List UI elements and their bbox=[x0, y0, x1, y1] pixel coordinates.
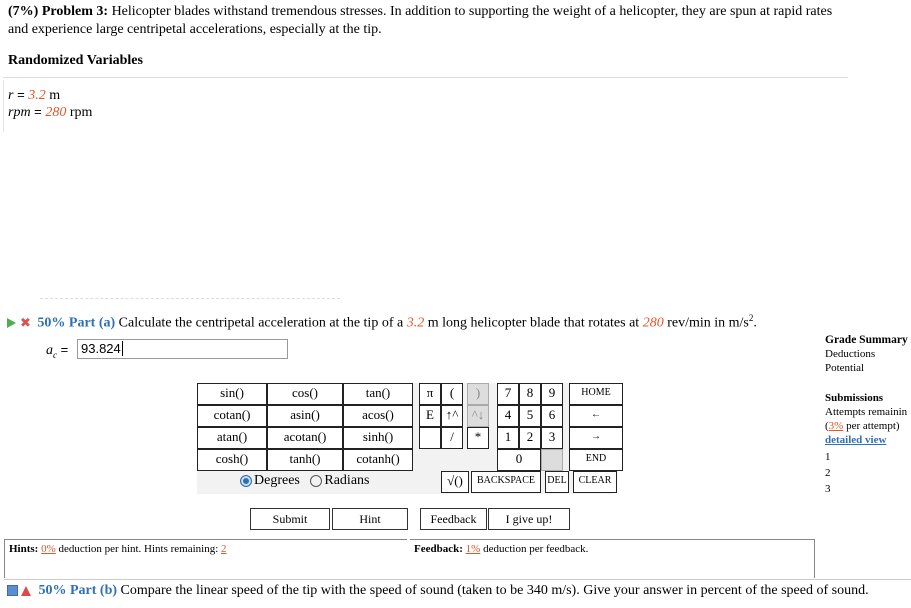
acotan-key[interactable]: acotan() bbox=[267, 427, 343, 449]
part-b-text: Compare the linear speed of the tip with the speed of sound (taken to be 340 m/s). Give your answer in percent of the speed of sound. bbox=[120, 583, 869, 598]
grade-summary bbox=[825, 333, 911, 496]
feedback-label: Feedback: bbox=[414, 543, 463, 555]
cotanh-key[interactable]: cotanh() bbox=[343, 449, 413, 471]
six-key[interactable]: 6 bbox=[541, 405, 563, 427]
randomized-variables-title: Randomized Variables bbox=[8, 53, 143, 68]
submission-row: 3 bbox=[825, 483, 831, 495]
sinh-key[interactable]: sinh() bbox=[343, 427, 413, 449]
give-up-button[interactable]: I give up! bbox=[488, 508, 570, 530]
open-paren-key[interactable]: ( bbox=[441, 383, 463, 405]
hints-label: Hints: bbox=[9, 543, 39, 555]
one-key[interactable]: 1 bbox=[497, 427, 519, 449]
nine-key[interactable]: 9 bbox=[541, 383, 563, 405]
e-key[interactable]: E bbox=[419, 405, 441, 427]
asin-key[interactable]: asin() bbox=[267, 405, 343, 427]
var-unit: m bbox=[49, 88, 61, 103]
part-a-text-mid: m long helicopter blade that rotates at bbox=[427, 315, 640, 331]
part-a-label: 50% Part (a) bbox=[37, 315, 116, 331]
submission-row: 2 bbox=[825, 467, 831, 479]
tanh-key[interactable]: tanh() bbox=[267, 449, 343, 471]
problem-statement bbox=[8, 3, 848, 39]
sqrt-key[interactable]: √() bbox=[441, 471, 469, 493]
eight-key[interactable]: 8 bbox=[519, 383, 541, 405]
part-a-text-after: rev/min in m/s bbox=[667, 315, 749, 331]
grade-summary-title: Grade Summary bbox=[825, 334, 908, 346]
blank-key[interactable] bbox=[419, 427, 441, 449]
pi-key[interactable]: π bbox=[419, 383, 441, 405]
two-key[interactable]: 2 bbox=[519, 427, 541, 449]
per-attempt-pct: 3% bbox=[828, 420, 844, 432]
submission-row: 1 bbox=[825, 451, 831, 463]
degrees-label: Degrees bbox=[254, 473, 300, 488]
deductions-label: Deductions bbox=[825, 348, 876, 360]
del-key[interactable]: DEL bbox=[545, 471, 569, 493]
part-a-header: ✖ 50% Part (a) Calculate the centripetal acceleration at the tip of a 3.2 m long helicopter blade that rotates at 280 rev/min in $m/s^2$. bbox=[7, 313, 757, 332]
backspace-key[interactable]: BACKSPACE bbox=[471, 471, 541, 493]
answer-value: 93.824 bbox=[81, 341, 121, 356]
submit-button[interactable]: Submit bbox=[250, 508, 330, 530]
left-arrow-key[interactable]: ← bbox=[569, 405, 623, 427]
acos-key[interactable]: acos() bbox=[343, 405, 413, 427]
feedback-pct: 1% bbox=[465, 543, 481, 555]
var-name: rpm bbox=[8, 105, 31, 120]
part-b-label: 50% Part (b) bbox=[38, 583, 118, 598]
var-value: 280 bbox=[45, 105, 67, 120]
attempts-label: Attempts remainin bbox=[825, 406, 908, 418]
five-key[interactable]: 5 bbox=[519, 405, 541, 427]
cotan-key[interactable]: cotan() bbox=[197, 405, 267, 427]
divider bbox=[40, 298, 340, 300]
degrees-radio[interactable] bbox=[240, 475, 252, 487]
problem-header: (7%) Problem 3: bbox=[8, 4, 109, 19]
seven-key[interactable]: 7 bbox=[497, 383, 519, 405]
var-name: r bbox=[8, 88, 14, 103]
expand-triangle-icon[interactable] bbox=[7, 318, 16, 328]
feedback-panel bbox=[410, 539, 815, 578]
answer-subscript: c bbox=[53, 349, 57, 360]
clear-key[interactable]: CLEAR bbox=[573, 471, 617, 493]
radians-label: Radians bbox=[324, 473, 370, 488]
tan-key[interactable]: tan() bbox=[343, 383, 413, 405]
part-a-r: 3.2 bbox=[406, 315, 425, 331]
per-attempt: (3% per attempt) bbox=[825, 420, 900, 432]
sin-key[interactable]: sin() bbox=[197, 383, 267, 405]
three-key[interactable]: 3 bbox=[541, 427, 563, 449]
multiply-key[interactable]: * bbox=[467, 427, 489, 449]
answer-variable: a bbox=[46, 343, 53, 358]
end-key[interactable]: END bbox=[569, 449, 623, 471]
variable-rpm: rpm = 280 rpm bbox=[8, 104, 93, 120]
submissions-label: Submissions bbox=[825, 392, 884, 404]
angle-mode bbox=[240, 473, 369, 489]
right-arrow-key[interactable]: → bbox=[569, 427, 623, 449]
divider bbox=[3, 77, 848, 78]
hints-pct: 0% bbox=[41, 543, 56, 555]
answer-input[interactable] bbox=[77, 339, 288, 359]
hints-text bbox=[9, 543, 227, 555]
divider bbox=[3, 80, 4, 132]
warning-icon bbox=[21, 586, 31, 596]
zero-key[interactable]: 0 bbox=[497, 449, 541, 471]
part-a-rpm: 280 bbox=[642, 315, 664, 331]
problem-body: Helicopter blades withstand tremendous stresses. In addition to supporting the weight of a helicopter, they are spun at rapid rates and experience large centripetal accelerations, especially at the tip. bbox=[8, 4, 833, 37]
incorrect-x-icon: ✖ bbox=[20, 315, 31, 331]
feedback-text bbox=[414, 543, 588, 555]
divide-key[interactable]: / bbox=[441, 427, 463, 449]
variable-r: r = 3.2 m bbox=[8, 87, 61, 103]
hints-panel bbox=[4, 539, 407, 578]
feedback-desc: deduction per feedback. bbox=[483, 543, 589, 555]
home-key[interactable]: HOME bbox=[569, 383, 623, 405]
up-caret-key[interactable]: ↑^ bbox=[441, 405, 463, 427]
collapse-square-icon[interactable] bbox=[7, 585, 18, 596]
cosh-key[interactable]: cosh() bbox=[197, 449, 267, 471]
part-a-text: Calculate the centripetal acceleration at the tip of a bbox=[118, 315, 404, 331]
potential-label: Potential bbox=[825, 362, 865, 374]
blank-key[interactable] bbox=[541, 449, 563, 471]
var-value: 3.2 bbox=[28, 88, 46, 103]
radians-radio[interactable] bbox=[310, 475, 322, 487]
detailed-view-link[interactable]: detailed view bbox=[825, 434, 887, 446]
var-unit: rpm bbox=[69, 105, 93, 120]
feedback-button[interactable]: Feedback bbox=[420, 508, 487, 530]
divider bbox=[4, 579, 911, 580]
part-b-header bbox=[7, 583, 869, 599]
atan-key[interactable]: atan() bbox=[197, 427, 267, 449]
four-key[interactable]: 4 bbox=[497, 405, 519, 427]
hints-desc: deduction per hint. Hints remaining: bbox=[58, 543, 219, 555]
answer-label: $a_c$ = bbox=[46, 342, 69, 360]
per-attempt-text: per attempt) bbox=[846, 420, 900, 432]
close-paren-key[interactable]: ) bbox=[467, 383, 489, 405]
hints-remaining: 2 bbox=[221, 543, 227, 555]
down-caret-key[interactable]: ^↓ bbox=[467, 405, 489, 427]
hint-button[interactable]: Hint bbox=[332, 508, 408, 530]
cos-key[interactable]: cos() bbox=[267, 383, 343, 405]
